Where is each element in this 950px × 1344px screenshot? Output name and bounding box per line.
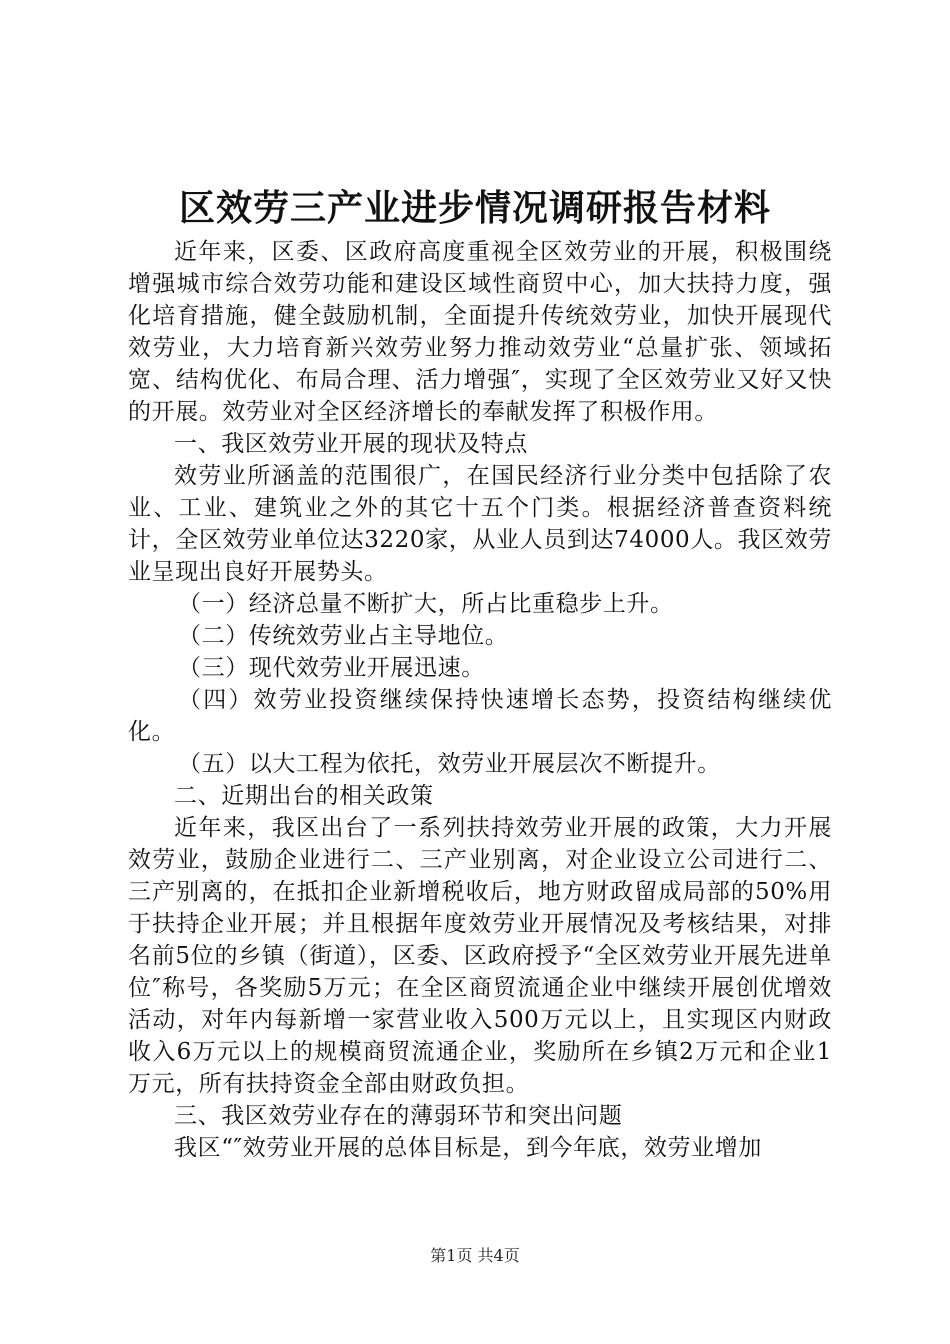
page-footer: 第1页 共4页 bbox=[430, 1246, 520, 1265]
document-body bbox=[128, 236, 832, 1164]
list-item-2: （二）传统效劳业占主导地位。 bbox=[178, 623, 509, 649]
section-heading-3: 三、我区效劳业存在的薄弱环节和突出问题 bbox=[174, 1103, 623, 1129]
section-heading-1: 一、我区效劳业开展的现状及特点 bbox=[174, 431, 528, 457]
paragraph-intro: 近年来，区委、区政府高度重视全区效劳业的开展，积极围绕增强城市综合效劳功能和建设区域性商贸中心，加大扶持力度，强化培育措施，健全鼓励机制，全面提升传统效劳业，加快开展现代效劳业，大力培育新兴效劳业努力推动效劳业“总量扩张、领域拓宽、结构优化、布局合理、活力增强″，实现了全区效劳业又好又快的开展。效劳业对全区经济增长的奉献发挥了积极作用。 bbox=[128, 239, 832, 425]
list-item-4: （四）效劳业投资继续保持快速增长态势，投资结构继续优化。 bbox=[128, 687, 832, 745]
paragraph-policies: 近年来，我区出台了一系列扶持效劳业开展的政策，大力开展效劳业，鼓励企业进行二、三产业别离，对企业设立公司进行二、三产别离的，在抵扣企业新增税收后，地方财政留成局部的50%用于扶持企业开展；并且根据年度效劳业开展情况及考核结果，对排名前5位的乡镇（街道），区委、区政府授予“全区效劳业开展先进单位″称号，各奖励5万元；在全区商贸流通企业中继续开展创优增效活动，对年内每新增一家营业收入500万元以上，且实现区内财政收入6万元以上的规模商贸流通企业，奖励所在乡镇2万元和企业1万元，所有扶持资金全部由财政负担。 bbox=[128, 815, 832, 1097]
paragraph-goals: 我区“″效劳业开展的总体目标是，到今年底，效劳业增加 bbox=[174, 1135, 762, 1161]
document-title: 区效劳三产业进步情况调研报告材料 bbox=[178, 187, 771, 229]
section-heading-2: 二、近期出台的相关政策 bbox=[174, 783, 434, 809]
paragraph-scope: 效劳业所涵盖的范围很广，在国民经济行业分类中包括除了农业、工业、建筑业之外的其它十五个门类。根据经济普查资料统计，全区效劳业单位达3220家，从业人员到达74000人。我区效劳业呈现出良好开展势头。 bbox=[128, 463, 832, 585]
list-item-5: （五）以大工程为依托，效劳业开展层次不断提升。 bbox=[178, 751, 721, 777]
list-item-3: （三）现代效劳业开展迅速。 bbox=[178, 655, 485, 681]
list-item-1: （一）经济总量不断扩大，所占比重稳步上升。 bbox=[178, 591, 674, 617]
